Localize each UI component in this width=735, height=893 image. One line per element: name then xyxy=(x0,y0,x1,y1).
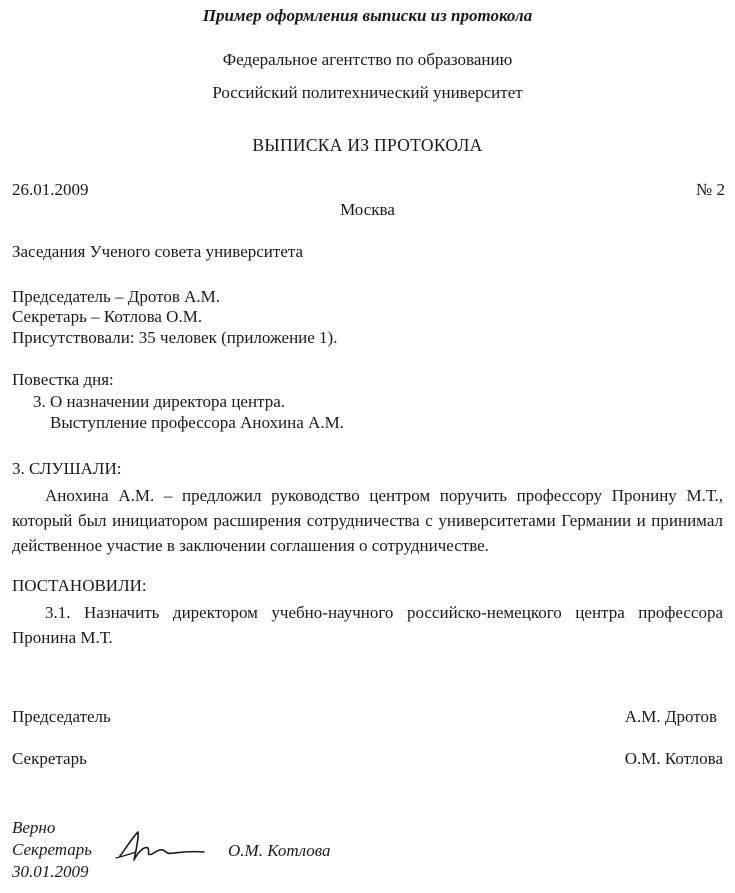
signature-secretary-label: Секретарь xyxy=(12,749,87,768)
agency-name: Федеральное агентство по образованию xyxy=(222,50,513,69)
handwritten-signature xyxy=(112,826,212,870)
sample-title: Пример оформления выписки из протокола xyxy=(202,6,533,25)
agenda-heading: Повестка дня: xyxy=(12,370,114,389)
meeting-title: Заседания Ученого совета университета xyxy=(12,242,304,261)
agenda-item: 3. О назначении директора центра. xyxy=(33,392,285,411)
agenda-speaker: Выступление профессора Анохина А.М. xyxy=(50,413,344,432)
certification-date: 30.01.2009 xyxy=(12,862,89,881)
resolved-text: 3.1. Назначить директором учебно-научного российско-немецкого центра профессора Пронина М.Т. xyxy=(12,603,723,647)
meeting-present: Присутствовали: 35 человек (приложение 1). xyxy=(12,328,338,347)
certification-verified: Верно xyxy=(12,818,56,837)
document-city: Москва xyxy=(340,200,395,219)
university-name: Российский политехнический университет xyxy=(212,83,523,102)
meeting-chairman: Председатель – Дротов А.М. xyxy=(12,287,221,306)
heard-text: Анохина А.М. – предложил руководство центром поручить профессору Пронину М.Т., который был инициатором расширения сотрудничества с университетами Германии и принимал действенное участие в заключении соглашения о сотрудничестве. xyxy=(12,486,723,555)
certification-name: О.М. Котлова xyxy=(228,841,331,860)
document-number: № 2 xyxy=(696,180,725,199)
signature-chairman-name: А.М. Дротов xyxy=(624,707,717,726)
signature-chairman-label: Председатель xyxy=(12,707,111,726)
document-title: ВЫПИСКА ИЗ ПРОТОКОЛА xyxy=(252,135,483,155)
document-date: 26.01.2009 xyxy=(12,180,89,199)
heard-heading: 3. СЛУШАЛИ: xyxy=(12,459,122,478)
resolved-heading: ПОСТАНОВИЛИ: xyxy=(12,576,147,595)
signature-secretary-name: О.М. Котлова xyxy=(624,749,723,768)
meeting-secretary: Секретарь – Котлова О.М. xyxy=(12,307,203,326)
certification-role: Секретарь xyxy=(12,840,92,859)
